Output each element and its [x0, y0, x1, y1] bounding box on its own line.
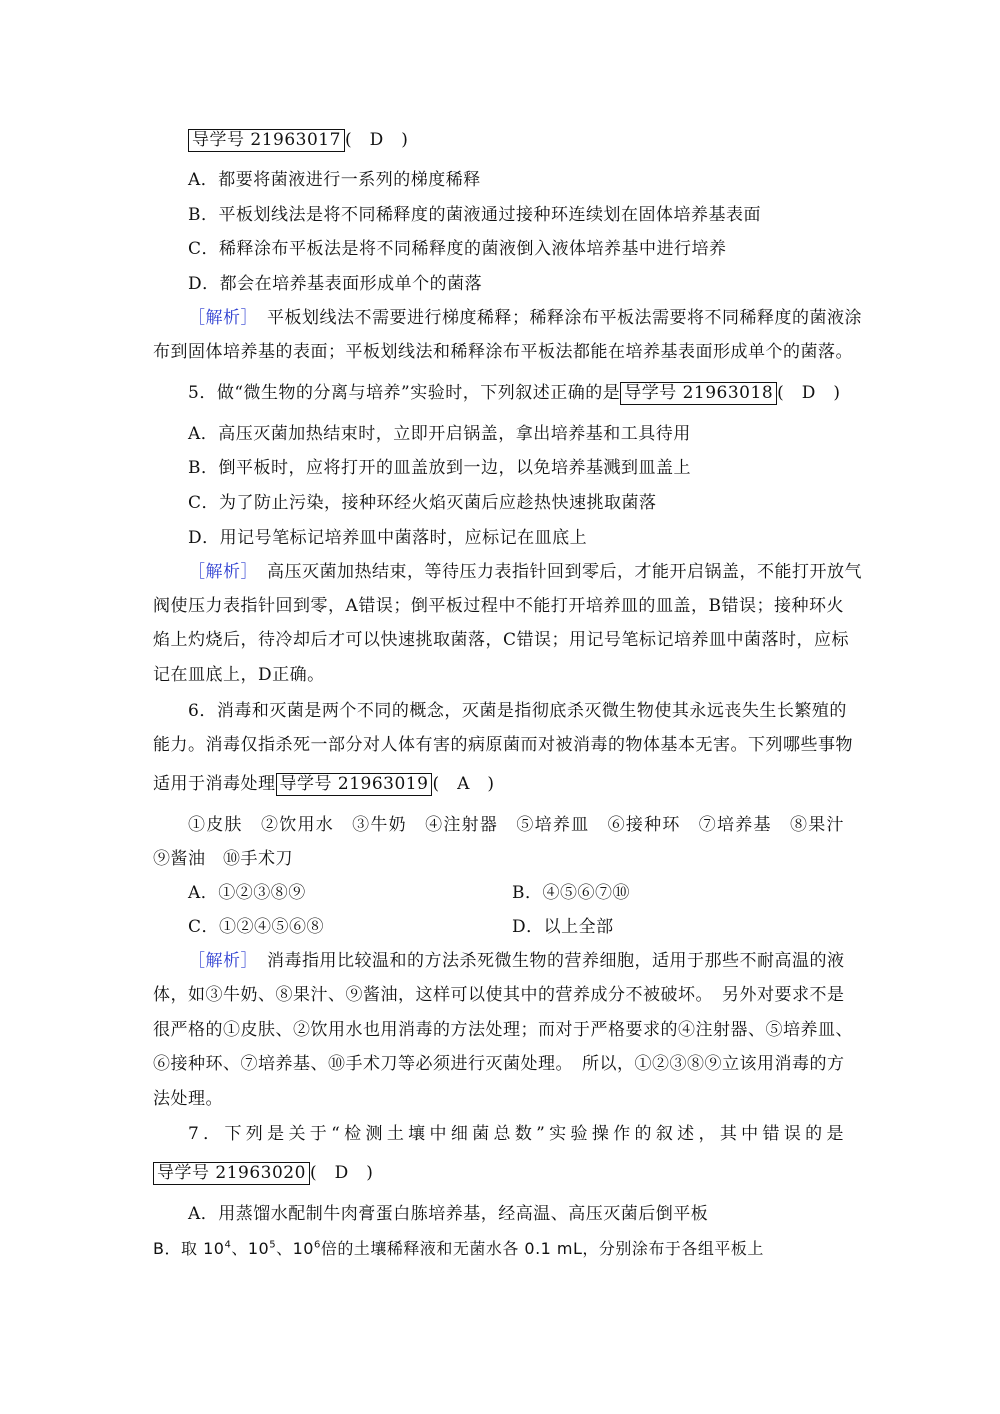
q6-items-line-1: ①皮肤 ②饮用水 ③牛奶 ④注射器 ⑤培养皿 ⑥接种环 ⑦培养基 ⑧果汁 — [188, 815, 844, 835]
q4-answer: ( D ) — [344, 130, 409, 150]
q4-option-b: B．平板划线法是将不同稀释度的菌液通过接种环连续划在固体培养基表面 — [188, 205, 761, 225]
q5-answer: ( D ) — [777, 383, 841, 403]
q5-option-b: B．倒平板时，应将打开的皿盖放到一边，以免培养基溅到皿盖上 — [188, 458, 691, 478]
q4-option-d: D．都会在培养基表面形成单个的菌落 — [188, 274, 483, 294]
q6-answer: ( A ) — [432, 774, 495, 794]
q7-stem: 7．下列是关于“检测土壤中细菌总数”实验操作的叙述，其中错误的是 — [188, 1124, 844, 1144]
q5-analysis-line-3: 焰上灼烧后，待冷却后才可以快速挑取菌落，C错误；用记号笔标记培养皿中菌落时，应标 — [153, 630, 850, 650]
q6-items-line-2: ⑨酱油 ⑩手术刀 — [153, 849, 293, 869]
q6-option-a: A．①②③⑧⑨ — [188, 883, 306, 903]
q5-analysis-tag: ［解析］ — [188, 562, 250, 582]
q6-analysis-line-2: 体，如③牛奶、⑧果汁、⑨酱油，这样可以使其中的营养成分不被破坏。 另外对要求不是 — [153, 985, 845, 1005]
q5-stem: 5．做“微生物的分离与培养”实验时，下列叙述正确的是 导学号 21963018 ( D ) — [188, 383, 841, 403]
q5-option-c: C．为了防止污染，接种环经火焰灭菌后应趁热快速挑取菌落 — [188, 493, 657, 513]
q5-analysis-line-1: ［解析］ 高压灭菌加热结束，等待压力表指针回到零后，才能开启锅盖，不能打开放气 — [188, 562, 862, 582]
q4-analysis-line-1: ［解析］ 平板划线法不需要进行梯度稀释；稀释涂布平板法需要将不同稀释度的菌液涂 — [188, 308, 862, 328]
q4-analysis-tag: ［解析］ — [188, 308, 250, 328]
q7-guide-number: 导学号 21963020 — [153, 1162, 310, 1185]
q4-guide-number: 导学号 21963017 — [188, 129, 345, 152]
q6-analysis-line-3: 很严格的①皮肤、②饮用水也用消毒的方法处理；而对于严格要求的④注射器、⑤培养皿、 — [153, 1020, 853, 1040]
q6-option-c: C．①②④⑤⑥⑧ — [188, 917, 325, 937]
q6-analysis-line-4: ⑥接种环、⑦培养基、⑩手术刀等必须进行灭菌处理。 所以，①②③⑧⑨立该用消毒的方 — [153, 1054, 845, 1074]
q5-option-a: A．高压灭菌加热结束时，立即开启锅盖，拿出培养基和工具待用 — [188, 424, 691, 444]
q7-header — [153, 1161, 373, 1185]
q5-option-d: D．用记号笔标记培养皿中菌落时，应标记在皿底上 — [188, 528, 588, 548]
q6-stem-line-3: 适用于消毒处理 导学号 21963019 ( A ) — [153, 774, 495, 794]
q6-stem-line-1: 6．消毒和灭菌是两个不同的概念，灭菌是指彻底杀灭微生物使其永远丧失生长繁殖的 — [188, 701, 847, 721]
q4-analysis-line-2: 布到固体培养基的表面；平板划线法和稀释涂布平板法都能在培养基表面形成单个的菌落。 — [153, 342, 853, 362]
q6-analysis-tag: ［解析］ — [188, 951, 250, 971]
q5-analysis-line-2: 阀使压力表指针回到零，A错误；倒平板过程中不能打开培养皿的皿盖，B错误；接种环火 — [153, 596, 844, 616]
q4-option-a: A．都要将菌液进行一系列的梯度稀释 — [188, 170, 481, 190]
q6-stem-line-2: 能力。消毒仅指杀死一部分对人体有害的病原菌而对被消毒的物体基本无害。下列哪些事物 — [153, 735, 853, 755]
q5-guide-number: 导学号 21963018 — [620, 382, 777, 405]
q6-analysis-line-1: ［解析］ 消毒指用比较温和的方法杀死微生物的营养细胞，适用于那些不耐高温的液 — [188, 951, 845, 971]
q6-option-b: B．④⑤⑥⑦⑩ — [512, 883, 630, 903]
q7-option-a: A．用蒸馏水配制牛肉膏蛋白胨培养基，经高温、高压灭菌后倒平板 — [188, 1204, 709, 1224]
q7-option-b: B．取 $10^4$、$10^5$、$10^6$倍的土壤稀释液和无菌水各 0.1 mL，分别涂布于各组平板上 — [153, 1239, 764, 1258]
q6-option-d: D．以上全部 — [512, 917, 614, 937]
q6-guide-number: 导学号 21963019 — [276, 773, 433, 796]
q4-header — [188, 128, 408, 152]
q6-analysis-line-5: 法处理。 — [153, 1089, 223, 1109]
q7-answer: ( D ) — [309, 1163, 374, 1183]
q4-option-c: C．稀释涂布平板法是将不同稀释度的菌液倒入液体培养基中进行培养 — [188, 239, 727, 259]
q5-analysis-line-4: 记在皿底上，D正确。 — [153, 665, 325, 685]
